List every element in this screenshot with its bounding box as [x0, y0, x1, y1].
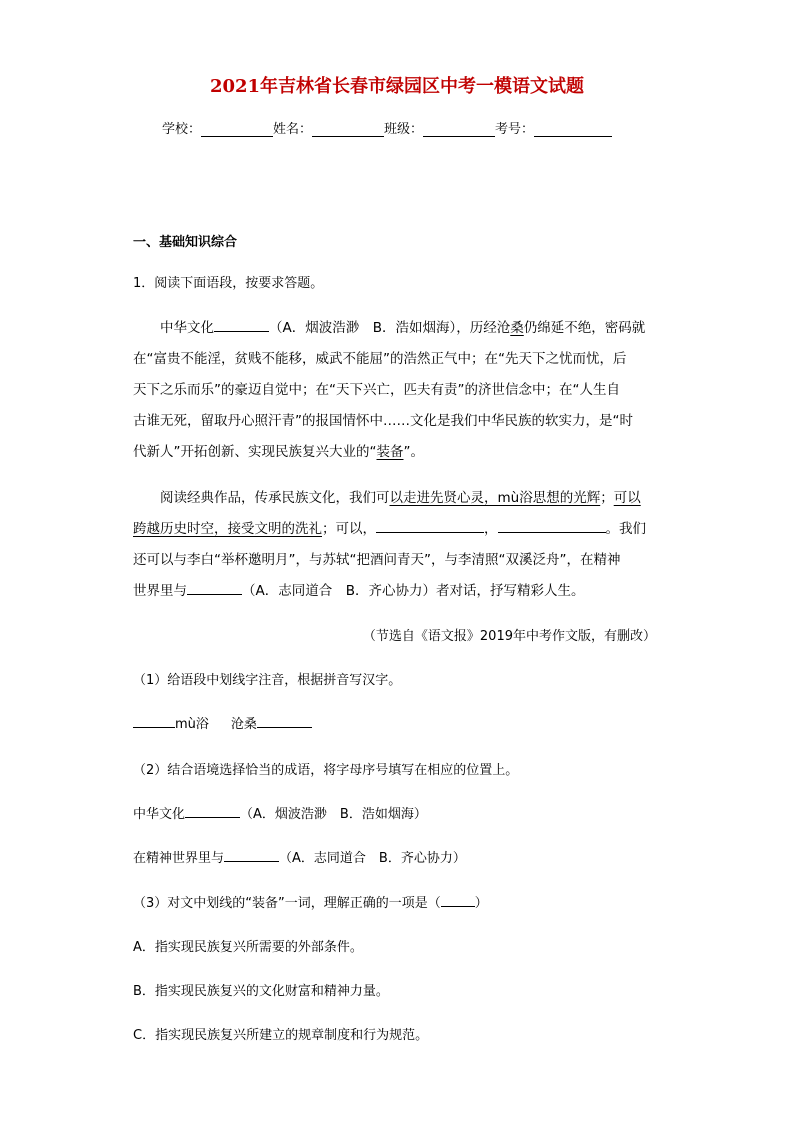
para1-line5: [133, 440, 424, 460]
sub1-answers: [133, 713, 312, 732]
question-1: 1．阅读下面语段，按要求答题。: [133, 276, 324, 291]
para2-line3: 还可以与李白“举杯邀明月”，与苏轼“把酒问青天”，与李清照“双溪泛舟”，在精神: [133, 552, 621, 568]
para1-line4: 古谁无死，留取丹心照汗青”的报国情怀中……文化是我们中华民族的软实力，是“时: [133, 413, 633, 429]
para2-line4: [133, 579, 585, 599]
blank-1[interactable]: [214, 318, 269, 332]
para2-line1: [160, 486, 641, 506]
name-field[interactable]: [312, 122, 384, 137]
para2-line2: [133, 517, 646, 537]
option-c: C．指实现民族复兴所建立的规章制度和行为规范。: [133, 1028, 429, 1043]
para1-line3: 天下之乐而乐”的豪迈自觉中；在“天下兴亡，匹夫有责”的济世信念中；在“人生自: [133, 382, 620, 398]
text: （A．烟波浩渺 B．浩如烟海），历经沧: [269, 320, 511, 336]
text: 阅读经典作品，传承民族文化，我们可: [160, 490, 390, 506]
underlined-text: 可以: [613, 490, 641, 506]
exam-no-label: 考号：: [495, 122, 535, 137]
text: ”。: [403, 444, 424, 460]
underlined-text: 以走进先贤心灵，mù浴思想的光辉: [389, 490, 601, 506]
answer-blank-cangsang[interactable]: [257, 714, 312, 728]
exam-no-field[interactable]: [534, 122, 612, 137]
text: 在精神世界里与: [133, 851, 225, 866]
sub-question-3: [133, 892, 488, 911]
text: 仍绵延不绝，密码就: [523, 320, 646, 336]
answer-blank-2[interactable]: [224, 848, 279, 862]
text: （A．烟波浩渺 B．浩如烟海）: [240, 807, 427, 822]
blank-3[interactable]: [498, 519, 606, 533]
text: 中华文化: [160, 320, 214, 336]
section-heading: 一、基础知识综合: [133, 235, 238, 250]
text: ；: [600, 490, 614, 506]
text: （A．志同道合 B．齐心协力）: [279, 851, 466, 866]
text: ；可以，: [322, 521, 376, 537]
text: 世界里与: [133, 583, 187, 599]
sub-question-2: （2）结合语境选择恰当的成语，将字母序号填写在相应的位置上。: [133, 763, 519, 778]
school-field[interactable]: [201, 122, 273, 137]
para1-line1: [160, 316, 645, 336]
source-note: （节选自《语文报》2019年中考作文版，有删改）: [362, 629, 656, 644]
option-a: A．指实现民族复兴所需要的外部条件。: [133, 940, 363, 955]
text: （3）对文中划线的“装备”一词，理解正确的一项是（: [133, 896, 441, 911]
blank-4[interactable]: [187, 581, 242, 595]
answer-blank-mu[interactable]: [133, 714, 175, 728]
text: 沧桑: [230, 717, 257, 732]
school-label: 学校：: [162, 122, 202, 137]
blank-2[interactable]: [376, 519, 484, 533]
sub2-line2: [133, 847, 466, 866]
name-label: 姓名：: [273, 122, 313, 137]
page-title: 2021年吉林省长春市绿园区中考一模语文试题: [209, 76, 585, 97]
text: 。我们: [605, 521, 646, 537]
text: ）: [474, 896, 488, 911]
underlined-word: 装备: [376, 444, 404, 460]
sub2-line1: [133, 803, 427, 822]
text: ，: [484, 521, 498, 537]
underlined-char: 桑: [510, 320, 524, 336]
text: 代新人”开拓创新、实现民族复兴大业的“: [133, 444, 377, 460]
option-b: B．指实现民族复兴的文化财富和精神力量。: [133, 984, 389, 999]
underlined-text: 跨越历史时空，接受文明的洗礼: [133, 521, 322, 537]
para1-line2: 在“富贵不能淫，贫贱不能移，威武不能屈”的浩然正气中；在“先天下之忧而忧，后: [133, 351, 627, 367]
answer-blank-1[interactable]: [185, 804, 240, 818]
class-field[interactable]: [423, 122, 495, 137]
student-info-row: [162, 118, 612, 137]
class-label: 班级：: [384, 122, 424, 137]
answer-blank-3[interactable]: [441, 893, 475, 907]
text: （A．志同道合 B．齐心协力）者对话，抒写精彩人生。: [242, 583, 585, 599]
text: 中华文化: [133, 807, 186, 822]
text: mù浴: [175, 717, 209, 732]
sub-question-1: （1）给语段中划线字注音，根据拼音写汉字。: [133, 673, 402, 688]
